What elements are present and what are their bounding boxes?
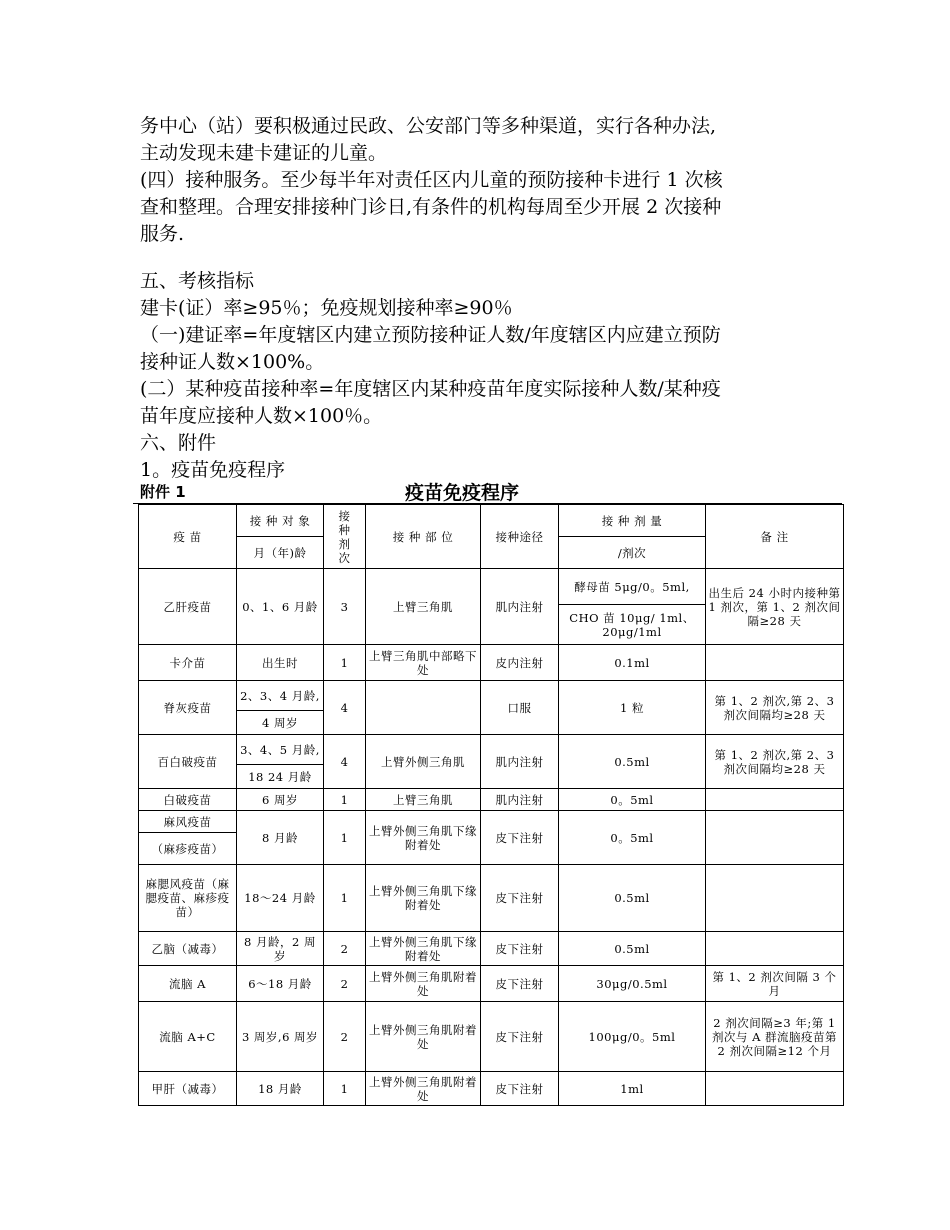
table-row xyxy=(139,932,844,966)
cell-site: 上臂外侧三角肌 xyxy=(366,735,481,789)
cell-age: 4 周岁 xyxy=(237,711,324,735)
section-line: 接种证人数×100%。 xyxy=(140,351,325,373)
cell-vaccine: 麻腮风疫苗（麻腮疫苗、麻疹疫苗） xyxy=(139,865,237,932)
cell-dose: 100μg/0。5ml xyxy=(559,1002,706,1072)
intro-paragraph xyxy=(140,113,820,248)
cell-note xyxy=(706,811,844,865)
table-row xyxy=(139,865,844,932)
cell-route: 口服 xyxy=(481,681,559,735)
cell-site: 上臂三角肌 xyxy=(366,569,481,645)
intro-line: 务中心（站）要积极通过民政、公安部门等多种渠道，实行各种办法, xyxy=(140,115,717,137)
section-heading: 五、考核指标 xyxy=(140,270,255,292)
cell-dose: 0.5ml xyxy=(559,865,706,932)
cell-note xyxy=(706,865,844,932)
cell-age: 8 月龄，2 周岁 xyxy=(237,932,324,966)
table-header-row xyxy=(139,505,844,537)
cell-age: 6 周岁 xyxy=(237,789,324,811)
header-route: 接种途径 xyxy=(481,505,559,569)
section-line: 1。疫苗免疫程序 xyxy=(140,459,286,481)
header-target: 接 种 对 象 xyxy=(237,505,324,537)
cell-route: 皮内注射 xyxy=(481,645,559,681)
cell-doses: 4 xyxy=(324,681,366,735)
cell-dose: 0.5ml xyxy=(559,932,706,966)
cell-dose: 0。5ml xyxy=(559,789,706,811)
cell-dose: 1 粒 xyxy=(559,681,706,735)
cell-dose: CHO 苗 10μg/ 1ml、20μg/1ml xyxy=(559,605,706,645)
cell-site: 上臂外侧三角肌下缘附着处 xyxy=(366,811,481,865)
cell-doses: 1 xyxy=(324,1072,366,1106)
cell-vaccine: 卡介苗 xyxy=(139,645,237,681)
cell-age: 6～18 月龄 xyxy=(237,966,324,1002)
cell-doses: 4 xyxy=(324,735,366,789)
header-dose: 接 种 剂 量 xyxy=(559,505,706,537)
cell-age: 3 周岁,6 周岁 xyxy=(237,1002,324,1072)
vaccine-schedule-table xyxy=(138,504,844,1106)
cell-note xyxy=(706,789,844,811)
intro-line: 主动发现未建卡建证的儿童。 xyxy=(140,142,388,164)
header-vaccine: 疫 苗 xyxy=(139,505,237,569)
header-doses: 接种剂次 xyxy=(324,505,366,569)
table-row xyxy=(139,1072,844,1106)
cell-doses: 2 xyxy=(324,1002,366,1072)
intro-line: 查和整理。合理安排接种门诊日,有条件的机构每周至少开展 2 次接种 xyxy=(140,196,722,218)
cell-vaccine: （麻疹疫苗） xyxy=(139,833,237,865)
cell-dose: 酵母苗 5μg/0。5ml, xyxy=(559,569,706,605)
cell-note xyxy=(706,645,844,681)
cell-dose: 0.5ml xyxy=(559,735,706,789)
table-title: 疫苗免疫程序 xyxy=(405,482,520,504)
intro-line: (四）接种服务。至少每半年对责任区内儿童的预防接种卡进行 1 次核 xyxy=(140,169,723,191)
section-heading: 六、附件 xyxy=(140,432,217,454)
cell-note: 第 1、2 剂次,第 2、3 剂次间隔均≥28 天 xyxy=(706,681,844,735)
cell-route: 皮下注射 xyxy=(481,1002,559,1072)
cell-vaccine: 白破疫苗 xyxy=(139,789,237,811)
table-row xyxy=(139,1002,844,1072)
cell-route: 皮下注射 xyxy=(481,1072,559,1106)
cell-dose: 1ml xyxy=(559,1072,706,1106)
cell-note: 2 剂次间隔≥3 年;第 1 剂次与 A 群流脑疫苗第 2 剂次间隔≥12 个月 xyxy=(706,1002,844,1072)
cell-route: 皮下注射 xyxy=(481,865,559,932)
cell-note: 出生后 24 小时内接种第 1 剂次，第 1、2 剂次间隔≥28 天 xyxy=(706,569,844,645)
cell-age: 18～24 月龄 xyxy=(237,865,324,932)
cell-route: 肌内注射 xyxy=(481,789,559,811)
cell-age: 18 月龄 xyxy=(237,1072,324,1106)
cell-age: 0、1、6 月龄 xyxy=(237,569,324,645)
assessment-section xyxy=(140,268,820,484)
cell-note xyxy=(706,1072,844,1106)
cell-age: 8 月龄 xyxy=(237,811,324,865)
cell-age: 出生时 xyxy=(237,645,324,681)
cell-site: 上臂三角肌中部略下处 xyxy=(366,645,481,681)
cell-site: 上臂外侧三角肌下缘附着处 xyxy=(366,932,481,966)
cell-vaccine: 脊灰疫苗 xyxy=(139,681,237,735)
cell-vaccine: 麻风疫苗 xyxy=(139,811,237,833)
cell-age: 18 24 月龄 xyxy=(237,765,324,789)
cell-site: 上臂外侧三角肌下缘附着处 xyxy=(366,865,481,932)
cell-doses: 1 xyxy=(324,811,366,865)
cell-route: 皮下注射 xyxy=(481,811,559,865)
cell-route: 皮下注射 xyxy=(481,932,559,966)
section-line: 建卡(证）率≥95％；免疫规划接种率≥90％ xyxy=(140,297,513,319)
cell-age: 2、3、4 月龄, xyxy=(237,681,324,711)
cell-dose: 30μg/0.5ml xyxy=(559,966,706,1002)
cell-note xyxy=(706,932,844,966)
cell-note: 第 1、2 剂次,第 2、3 剂次间隔均≥28 天 xyxy=(706,735,844,789)
cell-vaccine: 乙肝疫苗 xyxy=(139,569,237,645)
attachment-label: 附件 1 xyxy=(140,483,186,501)
table-row xyxy=(139,735,844,765)
table-row xyxy=(139,966,844,1002)
cell-doses: 1 xyxy=(324,865,366,932)
header-target-unit: 月（年)龄 xyxy=(237,537,324,569)
cell-doses: 1 xyxy=(324,789,366,811)
table-row xyxy=(139,811,844,833)
cell-site xyxy=(366,681,481,735)
cell-site: 上臂外侧三角肌附着处 xyxy=(366,1002,481,1072)
section-line: （一)建证率=年度辖区内建立预防接种证人数/年度辖区内应建立预防 xyxy=(140,324,721,346)
cell-vaccine: 流脑 A xyxy=(139,966,237,1002)
header-site: 接 种 部 位 xyxy=(366,505,481,569)
cell-doses: 3 xyxy=(324,569,366,645)
cell-vaccine: 百白破疫苗 xyxy=(139,735,237,789)
header-note: 备 注 xyxy=(706,505,844,569)
table-row xyxy=(139,681,844,711)
header-dose-unit: /剂次 xyxy=(559,537,706,569)
cell-vaccine: 甲肝（减毒） xyxy=(139,1072,237,1106)
cell-route: 皮下注射 xyxy=(481,966,559,1002)
intro-line: 服务. xyxy=(140,223,185,245)
cell-vaccine: 流脑 A+C xyxy=(139,1002,237,1072)
table-row xyxy=(139,789,844,811)
cell-note: 第 1、2 剂次间隔 3 个月 xyxy=(706,966,844,1002)
cell-site: 上臂外侧三角肌附着处 xyxy=(366,1072,481,1106)
cell-dose: 0.1ml xyxy=(559,645,706,681)
cell-doses: 1 xyxy=(324,645,366,681)
cell-doses: 2 xyxy=(324,932,366,966)
cell-dose: 0。5ml xyxy=(559,811,706,865)
cell-route: 肌内注射 xyxy=(481,569,559,645)
cell-site: 上臂三角肌 xyxy=(366,789,481,811)
section-line: 苗年度应接种人数×100％。 xyxy=(140,405,383,427)
cell-site: 上臂外侧三角肌附着处 xyxy=(366,966,481,1002)
cell-age: 3、4、5 月龄, xyxy=(237,735,324,765)
cell-route: 肌内注射 xyxy=(481,735,559,789)
cell-doses: 2 xyxy=(324,966,366,1002)
section-line: (二）某种疫苗接种率=年度辖区内某种疫苗年度实际接种人数/某种疫 xyxy=(140,378,721,400)
table-row xyxy=(139,645,844,681)
table-row xyxy=(139,569,844,605)
cell-vaccine: 乙脑（减毒） xyxy=(139,932,237,966)
